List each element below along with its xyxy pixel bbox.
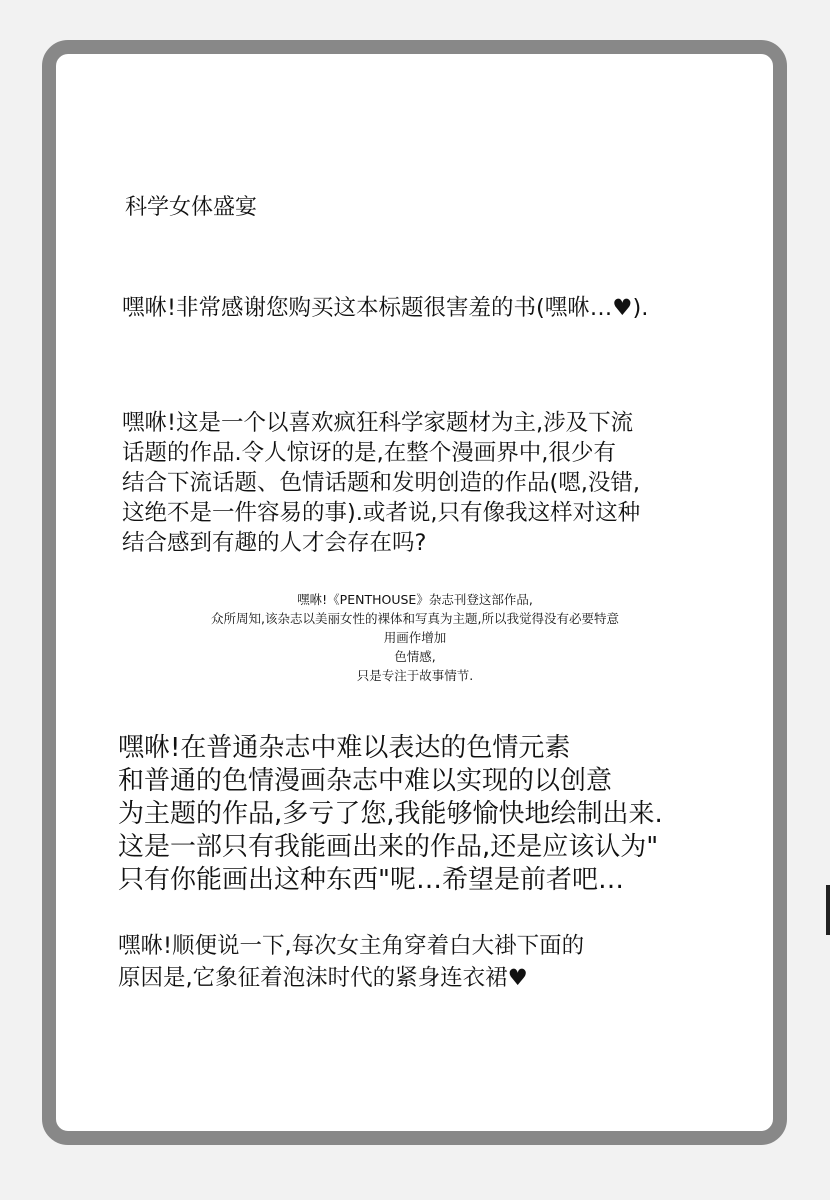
gratitude-paragraph: 嘿咻!在普通杂志中难以表达的色情元素 和普通的色情漫画杂志中难以实现的以创意 为主题的作品,多亏了您,我能够愉快地绘制出来. 这是一部只有我能画出来的作品,还是应该认为" 只有你能画出这种东西"呢…希望是前者吧… (118, 733, 663, 895)
intro-paragraph: 嘿咻!这是一个以喜欢疯狂科学家题材为主,涉及下流 话题的作品.令人惊讶的是,在整个漫画界中,很少有 结合下流话题、色情话题和发明创造的作品(嗯,没错, 这绝不是一件容易的事).或者说,只有像我这样对这种 结合感到有趣的人才会存在吗? (122, 410, 641, 556)
magazine-note: 嘿咻!《PENTHOUSE》杂志刊登这部作品, 众所周知,该杂志以美丽女性的裸体和写真为主题,所以我觉得没有必要特意 用画作增加 色情感, 只是专注于故事情节. (211, 592, 619, 683)
thanks-paragraph: 嘿咻!非常感谢您购买这本标题很害羞的书(嘿咻…♥). (122, 295, 649, 321)
edge-mark (826, 885, 830, 935)
labcoat-paragraph: 嘿咻!顺便说一下,每次女主角穿着白大褂下面的 原因是,它象征着泡沫时代的紧身连衣裙♥ (118, 933, 585, 991)
page-title: 科学女体盛宴 (125, 195, 258, 220)
